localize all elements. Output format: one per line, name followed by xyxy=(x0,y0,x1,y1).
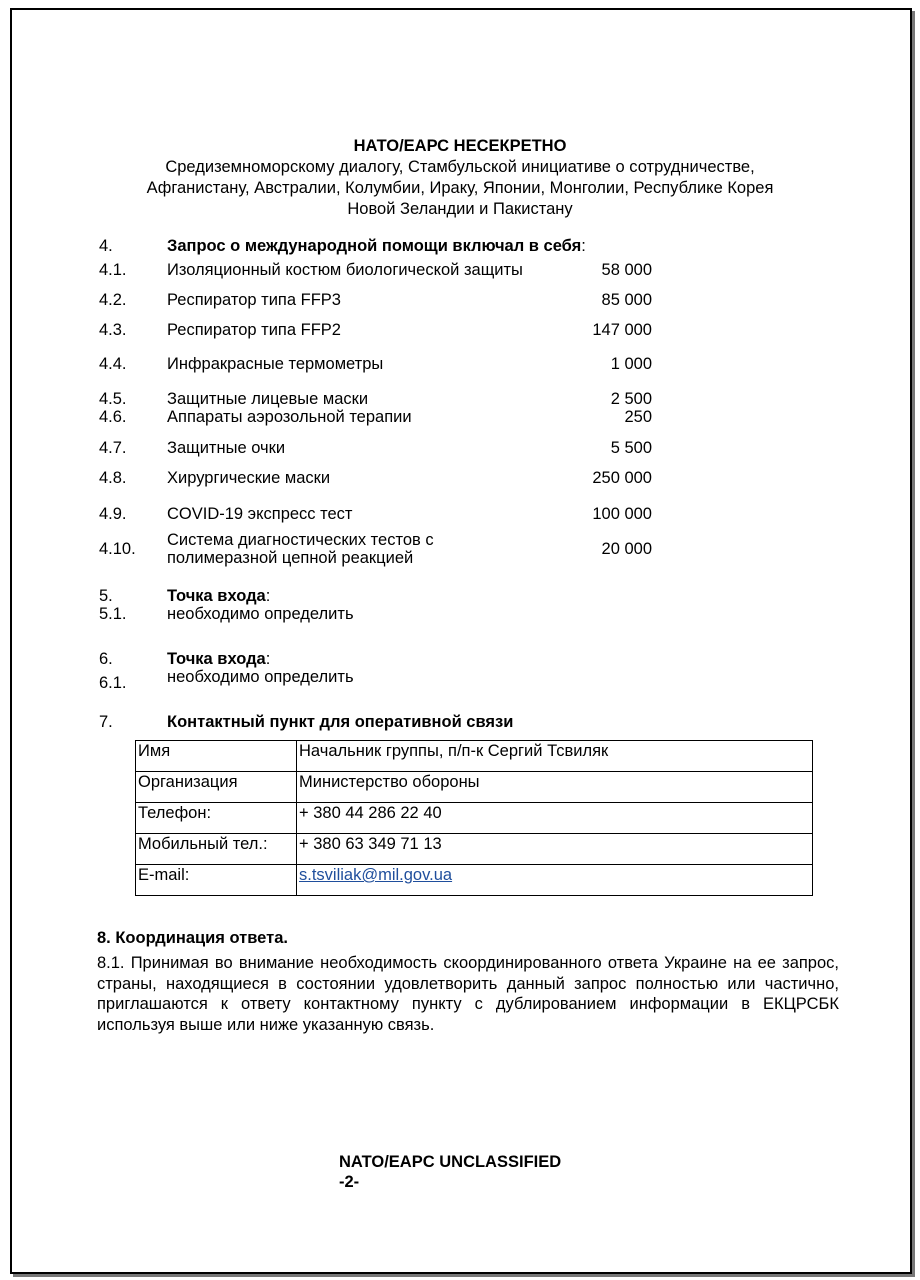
document-header xyxy=(0,136,920,220)
table-row xyxy=(136,772,813,803)
section-4-title-suffix: : xyxy=(581,237,586,255)
section-6-1-number: 6.1. xyxy=(99,674,127,692)
contact-key: Организация xyxy=(136,772,297,803)
item-label: Респиратор типа FFP2 xyxy=(167,321,341,339)
section-5-1-text: необходимо определить xyxy=(167,605,354,623)
item-label: Защитные очки xyxy=(167,439,286,457)
section-5-title-text: Точка входа xyxy=(167,587,266,605)
section-4-title xyxy=(167,237,586,256)
item-number: 4.7. xyxy=(99,439,127,457)
section-8-title: 8. Координация ответа. xyxy=(97,929,288,947)
section-5-title-suffix: : xyxy=(265,587,271,605)
contact-key: Мобильный тел.: xyxy=(136,834,297,865)
item-number: 4.9. xyxy=(99,505,127,523)
contact-key: E-mail: xyxy=(136,865,297,896)
classification-heading: НАТО/ЕАРС НЕСЕКРЕТНО xyxy=(353,137,567,155)
header-line-1: Средиземноморскому диалогу, Стамбульской инициативе о сотрудничестве, xyxy=(165,158,755,176)
item-quantity: 1 000 xyxy=(610,355,652,373)
section-7-number: 7. xyxy=(99,713,113,731)
section-5-number: 5. xyxy=(99,587,113,605)
item-label: COVID-19 экспресс тест xyxy=(167,505,353,523)
section-6-title xyxy=(167,650,270,669)
table-row xyxy=(136,865,813,896)
section-6-title-text: Точка входа xyxy=(167,650,266,668)
table-row xyxy=(136,741,813,772)
item-quantity: 250 xyxy=(624,408,652,426)
item-quantity: 85 000 xyxy=(601,291,652,309)
contact-value: Министерство обороны xyxy=(297,772,813,803)
section-8-paragraph: 8.1. Принимая во внимание необходимость скоординированного ответа Украине на ее запрос, страны, находящиеся в состоянии удовлетворить данный запрос полностью или частично, приглашаются к ответу контактному пункту с дублированием информации в ЕКЦРСБК используя выше или ниже указанную связь. xyxy=(97,954,839,1034)
section-6-1-text: необходимо определить xyxy=(167,668,354,686)
item-number: 4.2. xyxy=(99,291,127,309)
item-label: Инфракрасные термометры xyxy=(167,355,384,373)
header-line-2: Афганистану, Австралии, Колумбии, Ираку, Японии, Монголии, Республике Корея xyxy=(146,179,774,197)
contact-key: Имя xyxy=(136,741,297,772)
item-quantity: 5 500 xyxy=(610,439,652,457)
item-label: Респиратор типа FFP3 xyxy=(167,291,341,309)
item-label: Изоляционный костюм биологической защиты xyxy=(167,261,523,279)
contact-value: + 380 63 349 71 13 xyxy=(297,834,813,865)
item-label: Хирургические маски xyxy=(167,469,331,487)
item-number: 4.4. xyxy=(99,355,127,373)
contact-table xyxy=(135,740,813,896)
item-label-line-2: полимеразной цепной реакцией xyxy=(167,549,414,567)
item-number: 4.1. xyxy=(99,261,127,279)
item-quantity: 58 000 xyxy=(601,261,652,279)
table-row xyxy=(136,834,813,865)
contact-value: + 380 44 286 22 40 xyxy=(297,803,813,834)
item-label: Защитные лицевые маски xyxy=(167,390,369,408)
contact-value: Начальник группы, п/п-к Сергий Тсвиляк xyxy=(297,741,813,772)
item-number: 4.10. xyxy=(99,540,136,558)
item-number: 4.5. xyxy=(99,390,127,408)
item-number: 4.8. xyxy=(99,469,127,487)
item-quantity: 20 000 xyxy=(601,540,652,558)
item-label-line-1: Система диагностических тестов с xyxy=(167,531,434,549)
section-4-number: 4. xyxy=(99,237,113,255)
item-quantity: 100 000 xyxy=(592,505,652,523)
section-6-number: 6. xyxy=(99,650,113,668)
section-7-title: Контактный пункт для оперативной связи xyxy=(167,713,514,731)
item-number: 4.3. xyxy=(99,321,127,339)
contact-key: Телефон: xyxy=(136,803,297,834)
section-4-title-text: Запрос о международной помощи включал в себя xyxy=(167,237,582,255)
section-6-title-suffix: : xyxy=(265,650,271,668)
email-link[interactable]: s.tsviliak@mil.gov.ua xyxy=(299,866,453,884)
section-5-1-number: 5.1. xyxy=(99,605,127,623)
item-number: 4.6. xyxy=(99,408,127,426)
item-quantity: 147 000 xyxy=(592,321,652,339)
item-quantity: 250 000 xyxy=(592,469,652,487)
table-row xyxy=(136,803,813,834)
item-label: Аппараты аэрозольной терапии xyxy=(167,408,412,426)
item-quantity: 2 500 xyxy=(610,390,652,408)
footer-classification: NATO/EAPC UNCLASSIFIED xyxy=(339,1153,562,1171)
header-line-3: Новой Зеландии и Пакистану xyxy=(347,200,573,218)
page-number: -2- xyxy=(339,1173,360,1191)
section-5-title xyxy=(167,587,270,606)
contact-value-cell xyxy=(297,865,813,896)
